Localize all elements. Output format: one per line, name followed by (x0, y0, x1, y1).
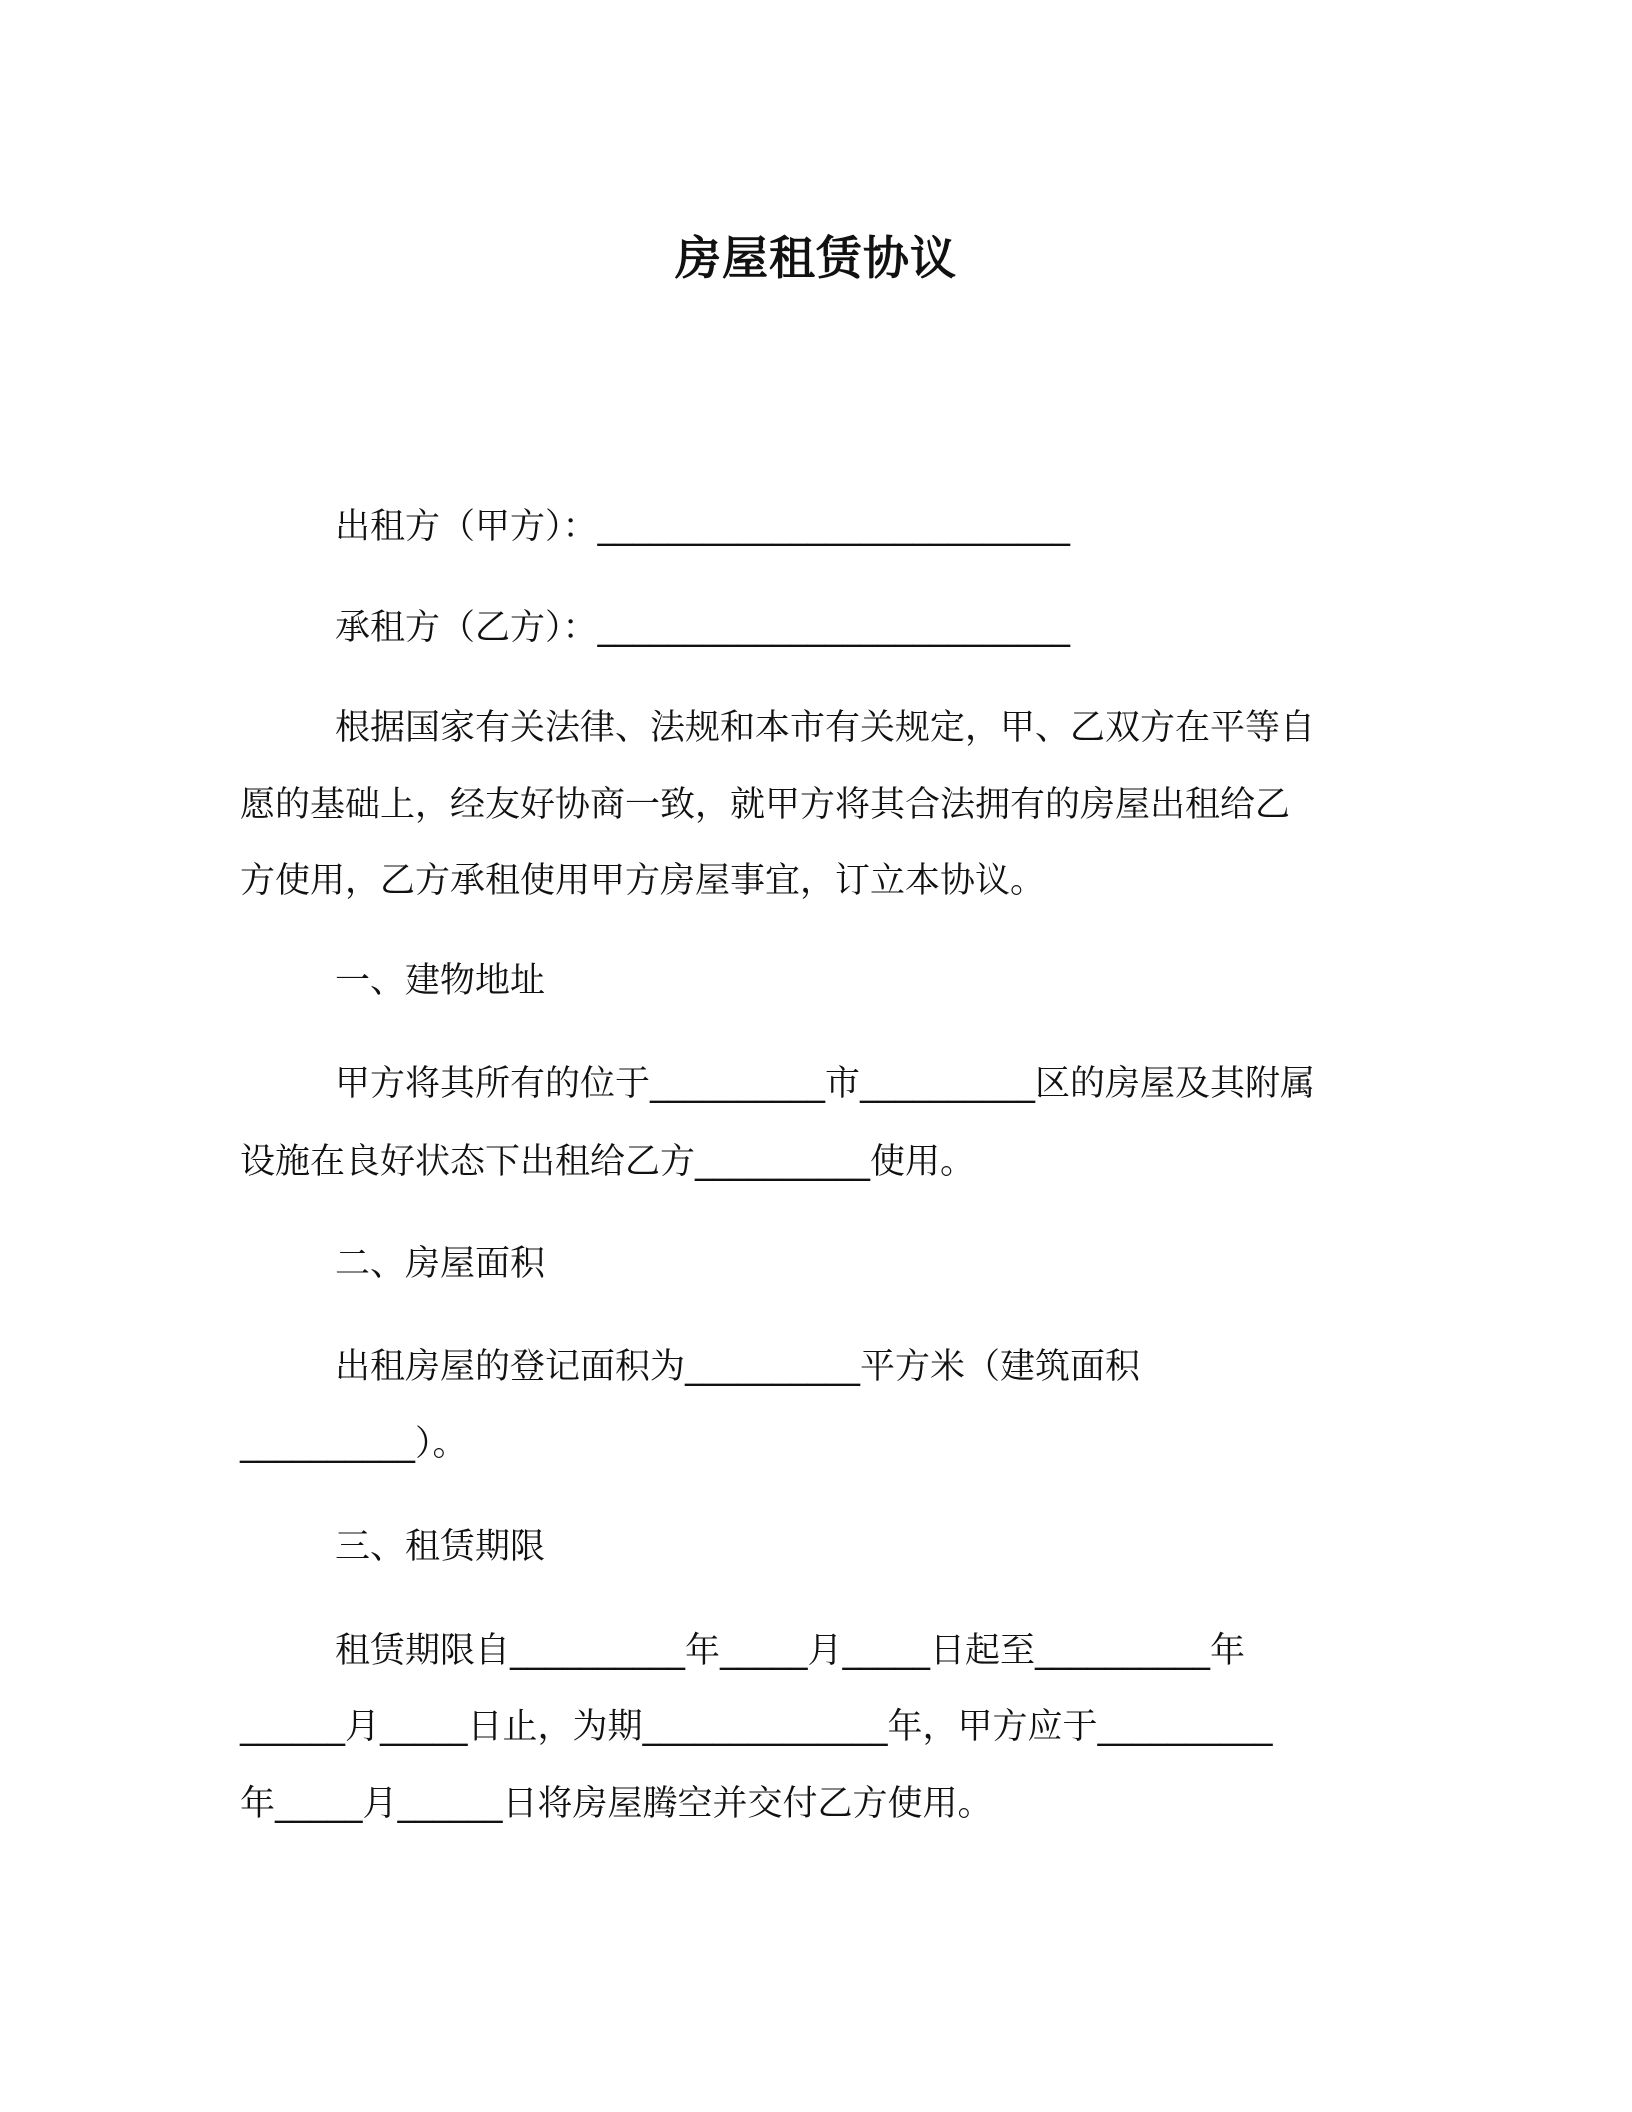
preamble-line-2: 愿的基础上，经友好协商一致，就甲方将其合法拥有的房屋出租给乙 (240, 785, 1291, 825)
term-line-1: 租赁期限自__________年_____月_____日起至__________年 (335, 1631, 1246, 1671)
area-line-1: 出租房屋的登记面积为__________平方米（建筑面积 (335, 1347, 1141, 1387)
lessor-line: 出租方（甲方）：___________________________ (335, 507, 1071, 547)
term-line-2: ______月_____日止，为期______________年，甲方应于__________ (240, 1707, 1273, 1747)
term-line-3: 年_____月______日将房屋腾空并交付乙方使用。 (240, 1784, 993, 1824)
address-line-2: 设施在良好状态下出租给乙方__________使用。 (240, 1142, 976, 1182)
section-heading-address: 一、建物地址 (335, 961, 546, 1001)
address-line-1: 甲方将其所有的位于__________市__________区的房屋及其附属 (335, 1064, 1316, 1104)
section-heading-term: 三、租赁期限 (335, 1527, 546, 1567)
page-title: 房屋租赁协议 (675, 231, 957, 285)
area-line-2: __________）。 (240, 1424, 468, 1464)
preamble-line-1: 根据国家有关法律、法规和本市有关规定，甲、乙双方在平等自 (335, 708, 1316, 748)
section-heading-area: 二、房屋面积 (335, 1244, 546, 1284)
preamble-line-3: 方使用，乙方承租使用甲方房屋事宜，订立本协议。 (240, 861, 1046, 901)
lessee-line: 承租方（乙方）：___________________________ (335, 608, 1071, 648)
